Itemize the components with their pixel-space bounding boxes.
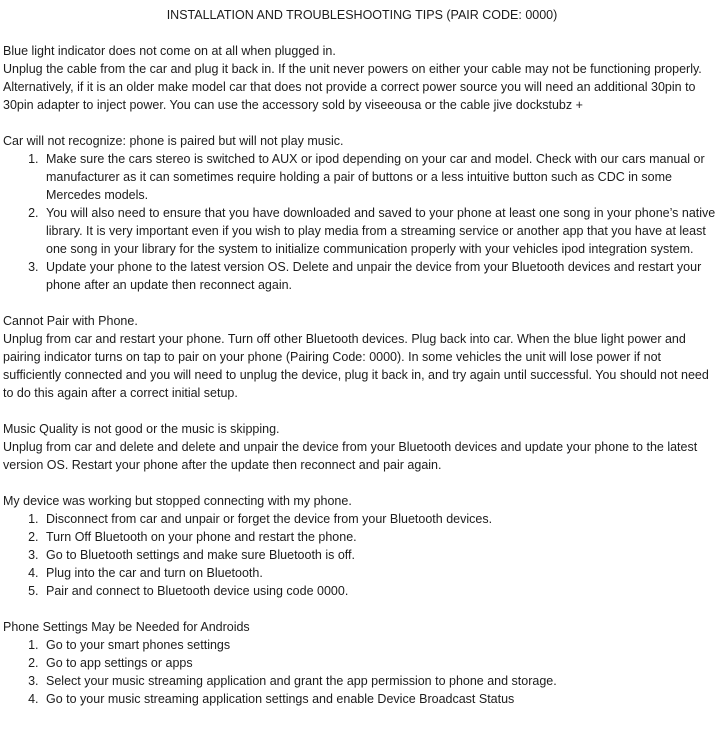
section-heading: Blue light indicator does not come on at all when plugged in. xyxy=(3,44,336,58)
document-title: INSTALLATION AND TROUBLESHOOTING TIPS (PAIR CODE: 0000) xyxy=(166,8,558,22)
section-list xyxy=(3,510,721,600)
section xyxy=(3,618,721,708)
section-list xyxy=(3,150,721,294)
section-heading: Phone Settings May be Needed for Androids xyxy=(3,620,250,634)
section xyxy=(3,312,721,402)
list-item: 1. Go to your smart phones settings xyxy=(42,636,721,654)
list-item: 4. Plug into the car and turn on Bluetooth. xyxy=(42,564,721,582)
section-body: Unplug from car and delete and delete and unpair the device from your Bluetooth devices and update your phone to the latest version OS. Restart your phone after the update then reconnect and pair again. xyxy=(3,440,698,472)
list-item: 2. Go to app settings or apps xyxy=(42,654,721,672)
document-body xyxy=(3,42,721,708)
section xyxy=(3,42,721,114)
section xyxy=(3,420,721,474)
list-item: 1. Disconnect from car and unpair or forget the device from your Bluetooth devices. xyxy=(42,510,721,528)
section-heading: Car will not recognize: phone is paired but will not play music. xyxy=(3,134,344,148)
section-list xyxy=(3,636,721,708)
list-item: 4. Go to your music streaming application settings and enable Device Broadcast Status xyxy=(42,690,721,708)
section-heading: Music Quality is not good or the music is skipping. xyxy=(3,422,280,436)
list-item: 3. Select your music streaming application and grant the app permission to phone and storage. xyxy=(42,672,721,690)
list-item: 1. Make sure the cars stereo is switched to AUX or ipod depending on your car and model. Check with our cars manual or manufacturer as it can sometimes require holding a pair of buttons or a less intuitive button such as CDC in some Mercedes models. xyxy=(42,150,721,204)
section-body: Unplug from car and restart your phone. Turn off other Bluetooth devices. Plug back into car. When the blue light power and pairing indicator turns on tap to pair on your phone (Pairing Code: 0000). In some vehicles the unit will lose power if not sufficiently connected and you will need to unplug the device, plug it back in, and try again until successful. You should not need to do this again after a correct initial setup. xyxy=(3,332,709,400)
section-heading: Cannot Pair with Phone. xyxy=(3,314,138,328)
section-body: Unplug the cable from the car and plug it back in. If the unit never powers on either your cable may not be functioning properly. Alternatively, if it is an older make model car that does not provide a correct power source you will need an additional 30pin to 30pin adapter to inject power. You can use the accessory sold by viseeousa or the cable jive dockstubz + xyxy=(3,62,702,112)
section-heading: My device was working but stopped connecting with my phone. xyxy=(3,494,352,508)
list-item: 2. You will also need to ensure that you have downloaded and saved to your phone at least one song in your phone’s native library. It is very important even if you wish to play media from a streaming service or another app that you have at least one song in your library for the system to initialize communication properly with your vehicles ipod integration system. xyxy=(42,204,721,258)
list-item: 5. Pair and connect to Bluetooth device using code 0000. xyxy=(42,582,721,600)
list-item: 2. Turn Off Bluetooth on your phone and restart the phone. xyxy=(42,528,721,546)
list-item: 3. Go to Bluetooth settings and make sure Bluetooth is off. xyxy=(42,546,721,564)
list-item: 3. Update your phone to the latest version OS. Delete and unpair the device from your Bluetooth devices and restart your phone after an update then reconnect again. xyxy=(42,258,721,294)
section xyxy=(3,492,721,600)
section xyxy=(3,132,721,294)
